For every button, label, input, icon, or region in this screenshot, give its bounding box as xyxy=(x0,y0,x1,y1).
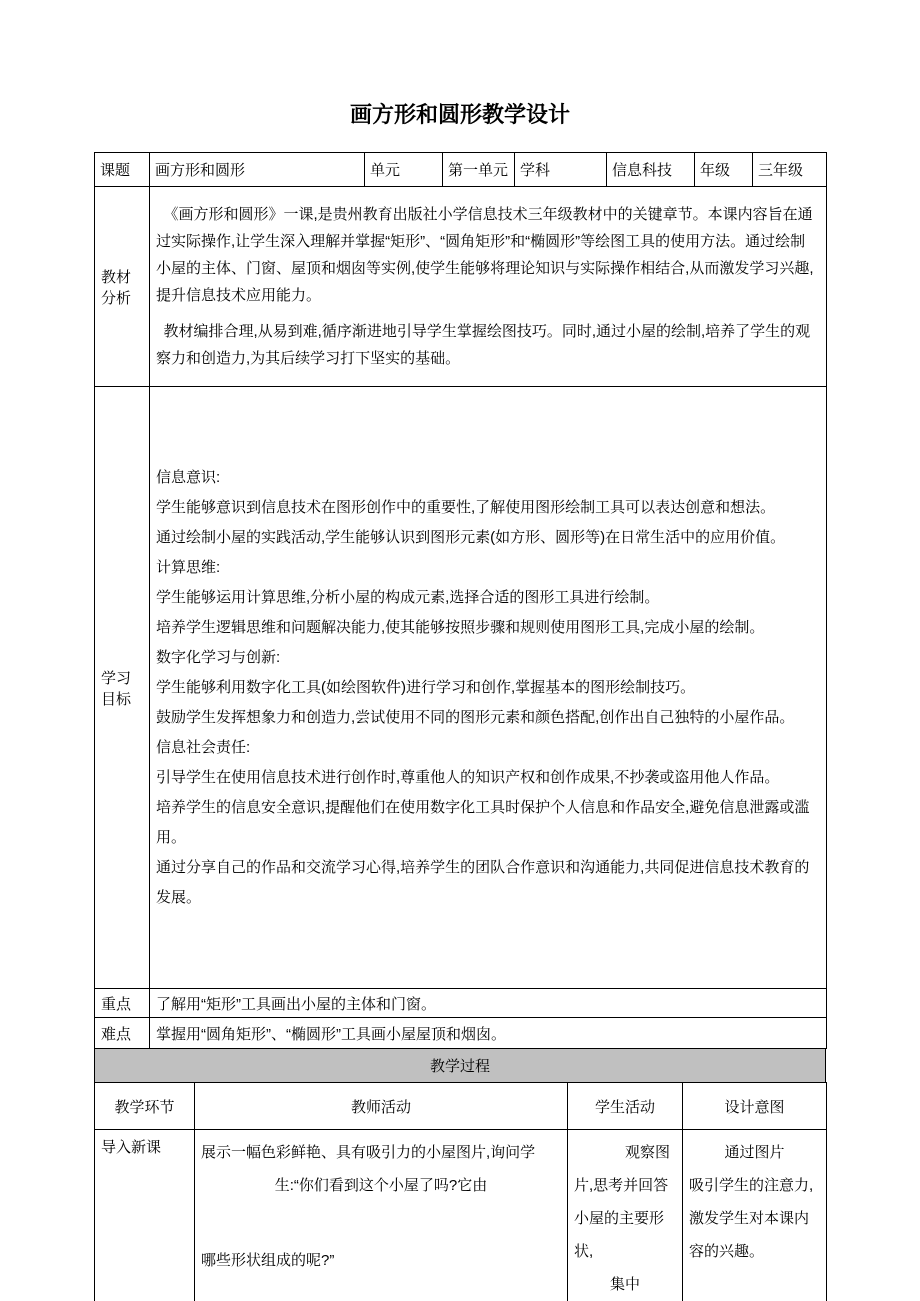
goal-paragraph-7: 数字化学习与创新: xyxy=(156,648,281,666)
teacher-line-3: 哪些形状组成的呢?” xyxy=(201,1252,335,1269)
student-line-1: 观察图 xyxy=(624,1144,670,1161)
learning-goals-label: 学习目标 xyxy=(95,387,150,989)
difficult-point-label: 难点 xyxy=(95,1018,150,1049)
column-header-teacher: 教师活动 xyxy=(195,1083,568,1130)
teacher-line-1: 展示一幅色彩鲜艳、具有吸引力的小屋图片,询问学 xyxy=(201,1144,536,1161)
key-point-label: 重点 xyxy=(95,989,150,1018)
student-activity-cell xyxy=(568,1130,683,1301)
intent-line-3: 激发学生对本课内 xyxy=(689,1210,810,1227)
goal-paragraph-5: 学生能够运用计算思维,分析小屋的构成元素,选择合适的图形工具进行绘制。 xyxy=(156,588,660,606)
meta-row xyxy=(95,153,827,187)
material-analysis-label: 教材分析 xyxy=(95,187,150,387)
difficult-point-row xyxy=(95,1018,827,1049)
material-paragraph-1: 《画方形和圆形》一课,是贵州教育出版社小学信息技术三年级教材中的关键章节。本课内容旨在通过实际操作,让学生深入理解并掌握“矩形”、“圆角矩形”和“椭圆形”等绘图工具的使用方法。通过绘制小屋的主体、门窗、屋顶和烟囱等实例,使学生能够将理论知识与实际操作相结合,从而激发学习兴趣,提升信息技术应用能力。 xyxy=(156,206,814,304)
student-line-3: 小屋的主要形状, xyxy=(574,1210,665,1260)
column-header-intent: 设计意图 xyxy=(683,1083,827,1130)
student-line-4: 集中 xyxy=(609,1276,640,1293)
meta-table xyxy=(94,152,827,187)
goal-paragraph-9: 鼓励学生发挥想象力和创造力,尝试使用不同的图形元素和颜色搭配,创作出自己独特的小屋作品。 xyxy=(156,708,795,726)
unit-label: 单元 xyxy=(365,153,443,187)
teacher-line-2: 生:“你们看到这个小屋了吗?它由 xyxy=(274,1177,488,1194)
learning-goals-content xyxy=(150,387,827,989)
process-section-title: 教学过程 xyxy=(95,1049,826,1083)
key-point-value: 了解用“矩形”工具画出小屋的主体和门窗。 xyxy=(150,989,827,1018)
material-paragraph-2: 教材编排合理,从易到难,循序渐进地引导学生掌握绘图技巧。同时,通过小屋的绘制,培养了学生的观察力和创造力,为其后续学习打下坚实的基础。 xyxy=(156,323,811,367)
grade-value: 三年级 xyxy=(753,153,827,187)
goal-paragraph-13: 通过分享自己的作品和交流学习心得,培养学生的团队合作意识和沟通能力,共同促进信息技术教育的发展。 xyxy=(156,858,810,906)
document-title: 画方形和圆形教学设计 xyxy=(349,102,570,127)
design-intent-cell xyxy=(683,1130,827,1301)
intent-line-1: 通过图片 xyxy=(724,1144,785,1161)
student-line-2: 片,思考并回答 xyxy=(574,1177,669,1194)
teacher-activity-cell xyxy=(195,1130,568,1301)
difficult-point-value: 掌握用“圆角矩形”、“椭圆形”工具画小屋屋顶和烟囱。 xyxy=(150,1018,827,1049)
column-header-stage: 教学环节 xyxy=(95,1083,195,1130)
discipline-value: 信息科技 xyxy=(607,153,695,187)
grade-label: 年级 xyxy=(695,153,753,187)
material-analysis-row xyxy=(95,187,827,387)
lesson-plan xyxy=(94,152,826,1301)
intent-line-2: 吸引学生的注意力, xyxy=(689,1177,814,1194)
goal-paragraph-10: 信息社会责任: xyxy=(156,738,251,756)
process-title-row xyxy=(95,1049,826,1083)
subject-label: 课题 xyxy=(95,153,150,187)
body-table xyxy=(94,186,827,1049)
stage-cell: 导入新课 xyxy=(95,1130,195,1301)
goal-paragraph-12: 培养学生的信息安全意识,提醒他们在使用数字化工具时保护个人信息和作品安全,避免信息泄露或滥用。 xyxy=(156,798,810,846)
goal-paragraph-6: 培养学生逻辑思维和问题解决能力,使其能够按照步骤和规则使用图形工具,完成小屋的绘制。 xyxy=(156,618,765,636)
process-table xyxy=(94,1082,827,1301)
goal-paragraph-1: 信息意识: xyxy=(156,468,221,486)
goal-paragraph-3: 通过绘制小屋的实践活动,学生能够认识到图形元素(如方形、圆形等)在日常生活中的应用价值。 xyxy=(156,528,786,546)
unit-value: 第一单元 xyxy=(443,153,515,187)
discipline-label: 学科 xyxy=(515,153,607,187)
material-analysis-content xyxy=(150,187,827,387)
subject-value: 画方形和圆形 xyxy=(150,153,365,187)
learning-goals-row xyxy=(95,387,827,989)
column-header-student: 学生活动 xyxy=(568,1083,683,1130)
goal-paragraph-11: 引导学生在使用信息技术进行创作时,尊重他人的知识产权和创作成果,不抄袭或盗用他人作品。 xyxy=(156,768,780,786)
process-section xyxy=(94,1048,826,1083)
process-row-intro xyxy=(95,1130,827,1301)
goal-paragraph-2: 学生能够意识到信息技术在图形创作中的重要性,了解使用图形绘制工具可以表达创意和想法。 xyxy=(156,498,776,516)
process-header-row xyxy=(95,1083,827,1130)
goal-paragraph-4: 计算思维: xyxy=(156,558,221,576)
goal-paragraph-8: 学生能够利用数字化工具(如绘图软件)进行学习和创作,掌握基本的图形绘制技巧。 xyxy=(156,678,696,696)
key-point-row xyxy=(95,989,827,1018)
intent-line-4: 容的兴趣。 xyxy=(689,1243,765,1260)
